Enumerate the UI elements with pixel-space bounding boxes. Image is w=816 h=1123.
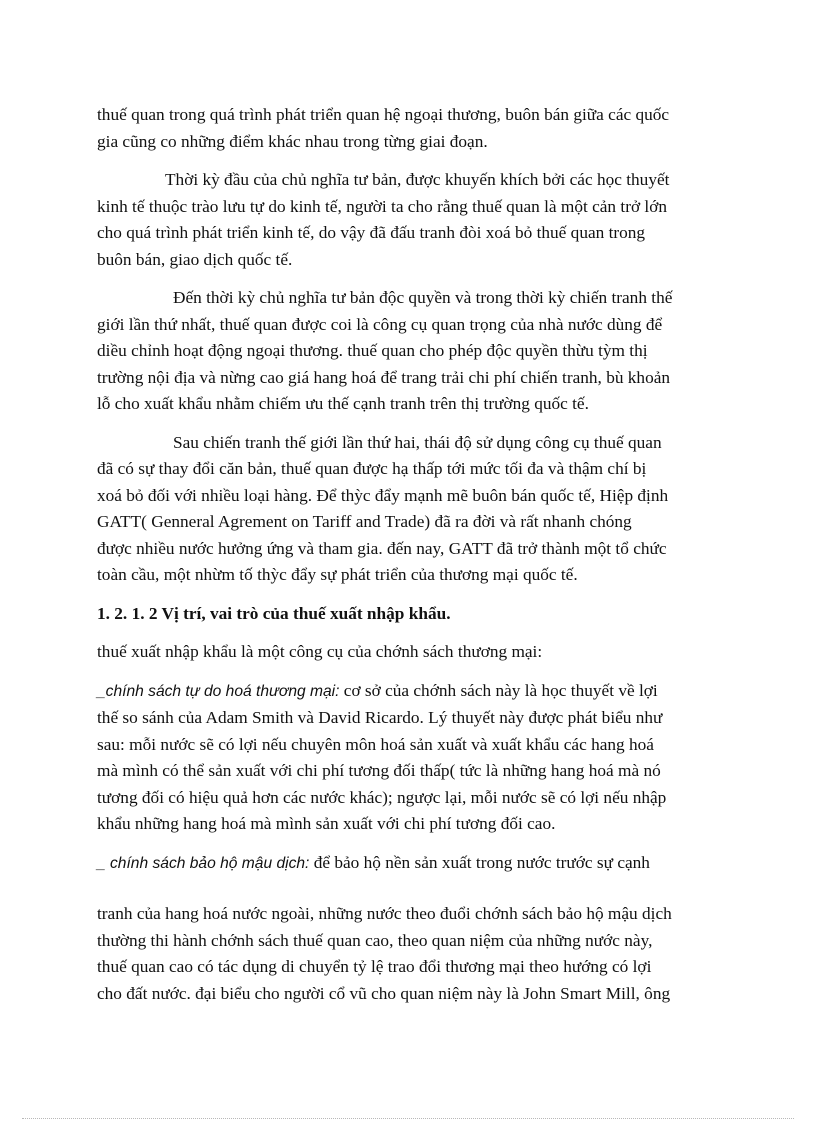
text-line: giới lần thứ nhất, thuế quan được coi là công cụ quan trọng của nhà nước dùng để [97,314,663,334]
text-line: cho đất nước. đại biểu cho người cổ vũ cho quan niệm này là John Smart Mill, ông [97,983,671,1003]
paragraph-monopoly-era [97,285,719,418]
paragraph-post-war [97,430,719,589]
page-bottom-divider [22,1118,794,1119]
text-line: thuế quan cao có tác dụng di chuyển tỷ lệ trao đổi thương mại theo hướng có lợi [97,957,652,976]
text-line: lỗ cho xuất khẩu nhằm chiếm ưu thế cạnh tranh trên thị trường quốc tế. [97,394,589,413]
paragraph-early-capitalism [97,167,719,273]
text-line: khẩu những hang hoá mà mình sản xuất với chi phí tương đối cao. [97,814,556,833]
italic-label: _chính sách tự do hoá thương mại: [97,682,340,700]
text-line: diều chỉnh hoạt động ngoại thương. thuế quan cho phép độc quyền thừu tỳm thị [97,341,648,360]
text-line: đã có sự thay đổi căn bản, thuế quan được hạ thấp tới mức tối đa và thậm chí bị [97,459,647,478]
paragraph-free-trade [97,678,719,838]
text-line: xoá bỏ đối với nhiều loại hàng. Để thỳc đẩy mạnh mẽ buôn bán quốc tế, Hiệp định [97,485,669,505]
paragraph-intro [97,102,719,155]
text-line: toàn cầu, một nhừm tố thỳc đẩy sự phát triển của thương mại quốc tế. [97,565,578,584]
text-line: kinh tế thuộc trào lưu tự do kinh tế, người ta cho rằng thuế quan là một cản trở lớn [97,196,667,216]
text-run: cơ sở của chớnh sách này là học thuyết về lợi [339,680,658,700]
text-line: trường nội địa và nừng cao giá hang hoá để trang trải chi phí chiến tranh, bù khoản [97,367,671,387]
text-line: GATT( Genneral Agrement on Tariff and Trade) đã ra đời và rất nhanh chóng [97,512,632,531]
text-line: sau: mỗi nước sẽ có lợi nếu chuyên môn hoá sản xuất và xuất khẩu các hang hoá [97,734,654,754]
text-line: gia cũng co những điểm khác nhau trong từng giai đoạn. [97,131,488,151]
section-heading [97,601,719,628]
page-body [97,102,719,1019]
text-line: cho quá trình phát triển kinh tế, do vậy đã đấu tranh đòi xoá bỏ thuế quan trong [97,223,646,242]
text-line [97,850,719,878]
paragraph-protectionism-cont [97,901,719,1007]
heading-text: 1. 2. 1. 2 Vị trí, vai trò của thuế xuất nhập khẩu. [97,603,451,623]
text-run: để bảo hộ nền sản xuất trong nước trước sự cạnh [309,852,650,872]
text-line: được nhiều nước hưởng ứng và tham gia. đến nay, GATT đã trở thành một tổ chức [97,538,667,558]
text-line: mà mình có thể sản xuất với chi phí tương đối thấp( tức là những hang hoá mà nó [97,761,661,780]
text-line: buôn bán, giao dịch quốc tế. [97,249,293,269]
text-line: Sau chiến tranh thế giới lần thứ hai, thái độ sử dụng công cụ thuế quan [173,432,662,452]
paragraph-protectionism [97,850,719,878]
text-line: thuế xuất nhập khẩu là một công cụ của chớnh sách thương mại: [97,642,543,661]
text-line: Đến thời kỳ chủ nghĩa tư bản độc quyền và trong thời kỳ chiến tranh thế [173,288,673,307]
text-line: Thời kỳ đầu của chủ nghĩa tư bản, được khuyến khích bởi các học thuyết [165,170,670,189]
text-line: thế so sánh của Adam Smith và David Ricardo. Lý thuyết này được phát biểu như [97,708,663,727]
text-line: thuế quan trong quá trình phát triển quan hệ ngoại thương, buôn bán giữa các quốc [97,105,670,124]
text-line: thường thi hành chớnh sách thuế quan cao, theo quan niệm của những nước này, [97,930,653,950]
text-line: tương đối có hiệu quả hơn các nước khác); ngược lại, mỗi nước sẽ có lợi nếu nhập [97,787,667,807]
italic-label: _ chính sách bảo hộ mậu dịch: [97,854,310,872]
text-line [97,678,719,706]
paragraph-trade-tool [97,639,719,666]
text-line: tranh của hang hoá nước ngoài, những nước theo đuổi chớnh sách bảo hộ mậu dịch [97,904,672,923]
